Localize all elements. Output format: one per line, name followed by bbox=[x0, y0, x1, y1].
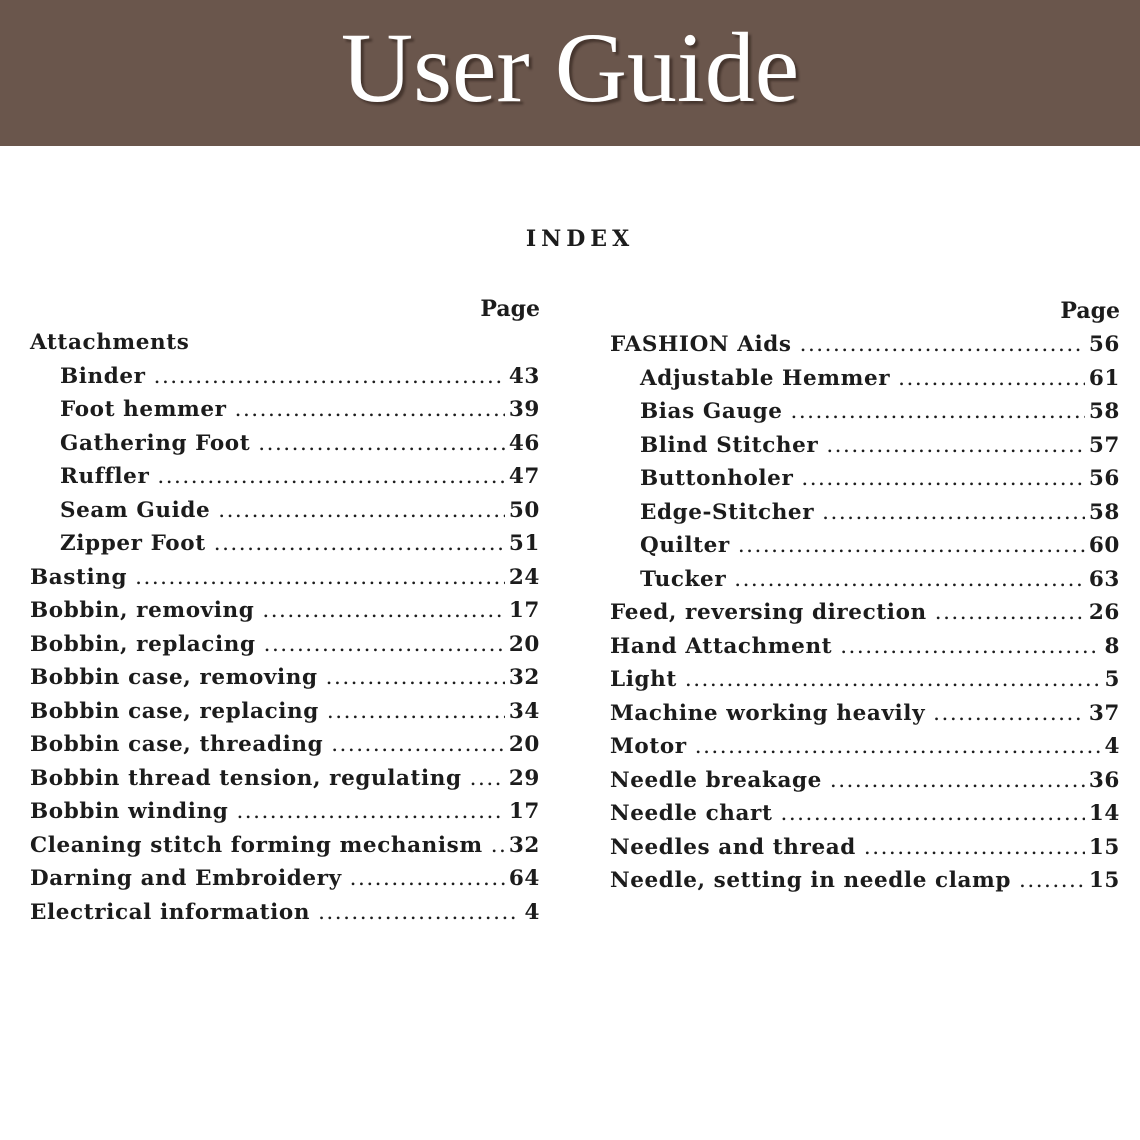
entry-label: Binder bbox=[60, 363, 146, 389]
entry-label: Tucker bbox=[640, 566, 727, 592]
index-entry bbox=[30, 661, 540, 695]
dot-leader bbox=[826, 429, 1085, 463]
entry-page-number: 64 bbox=[508, 866, 540, 891]
entry-page-number: 63 bbox=[1088, 566, 1120, 592]
dot-leader bbox=[264, 628, 505, 662]
index-entry bbox=[30, 427, 540, 461]
index-entry bbox=[610, 730, 1120, 764]
entry-page-number: 24 bbox=[508, 564, 540, 590]
entry-page-number: 43 bbox=[508, 363, 540, 389]
index-entry bbox=[30, 829, 540, 863]
dot-leader bbox=[327, 695, 505, 729]
index-entry bbox=[30, 762, 540, 796]
index-entry bbox=[30, 460, 540, 494]
entry-label: Bobbin case, threading bbox=[30, 732, 324, 757]
entry-page-number: 50 bbox=[508, 497, 540, 523]
dot-leader bbox=[791, 395, 1085, 429]
entry-page-number: 61 bbox=[1088, 365, 1120, 391]
dot-leader bbox=[350, 862, 505, 896]
dot-leader bbox=[491, 829, 505, 863]
page-column-header: Page bbox=[480, 296, 540, 322]
entry-label: Zipper Foot bbox=[60, 531, 206, 556]
entry-label: Attachments bbox=[30, 330, 190, 355]
entry-label: Feed, reversing direction bbox=[610, 600, 927, 625]
entry-label: Edge-Stitcher bbox=[640, 499, 815, 525]
dot-leader bbox=[262, 594, 505, 628]
entry-label: Needle breakage bbox=[610, 767, 822, 793]
index-entry bbox=[30, 326, 540, 360]
dot-leader bbox=[800, 328, 1085, 362]
index-entry bbox=[30, 862, 540, 896]
index-entry bbox=[30, 695, 540, 729]
index-entries-left bbox=[30, 326, 540, 929]
dot-leader bbox=[154, 360, 505, 394]
entry-page-number: 46 bbox=[508, 430, 540, 456]
entry-page-number: 37 bbox=[1088, 700, 1120, 726]
entry-page-number: 47 bbox=[508, 464, 540, 489]
entry-page-number: 58 bbox=[1088, 399, 1120, 424]
dot-leader bbox=[935, 596, 1085, 630]
page-column-header: Page bbox=[1060, 298, 1120, 324]
index-title: INDEX bbox=[525, 226, 635, 252]
entry-label: Blind Stitcher bbox=[640, 432, 819, 458]
dot-leader bbox=[135, 561, 505, 595]
dot-leader bbox=[864, 831, 1085, 865]
entry-label: Electrical information bbox=[30, 899, 311, 925]
index-entry bbox=[610, 395, 1120, 429]
dot-leader bbox=[695, 730, 1101, 764]
entry-page-number: 57 bbox=[1088, 432, 1120, 458]
entry-label: Darning and Embroidery bbox=[30, 866, 342, 891]
index-entry bbox=[30, 795, 540, 829]
entry-label: Foot hemmer bbox=[60, 397, 227, 422]
entry-label: Bias Gauge bbox=[640, 399, 783, 424]
dot-leader bbox=[258, 427, 505, 461]
entry-page-number: 36 bbox=[1088, 767, 1120, 793]
dot-leader bbox=[840, 630, 1100, 664]
dot-leader bbox=[470, 762, 505, 796]
entry-page-number: 17 bbox=[508, 598, 540, 623]
entry-label: Bobbin winding bbox=[30, 799, 229, 824]
dot-leader bbox=[685, 663, 1101, 697]
dot-leader bbox=[933, 697, 1085, 731]
entry-label: Bobbin case, replacing bbox=[30, 698, 319, 724]
entry-page-number: 26 bbox=[1088, 600, 1120, 625]
entry-page-number: 20 bbox=[508, 631, 540, 657]
index-column-left bbox=[30, 294, 540, 929]
entry-page-number: 32 bbox=[508, 665, 540, 690]
index-entry bbox=[30, 393, 540, 427]
entry-label: Ruffler bbox=[60, 464, 150, 489]
dot-leader bbox=[1019, 864, 1085, 898]
dot-leader bbox=[318, 896, 520, 930]
index-entry bbox=[30, 896, 540, 930]
index-entry bbox=[610, 462, 1120, 496]
index-entry bbox=[30, 527, 540, 561]
dot-leader bbox=[781, 797, 1085, 831]
dot-leader bbox=[734, 563, 1085, 597]
dot-leader bbox=[830, 764, 1085, 798]
index-entry bbox=[610, 429, 1120, 463]
entry-label: Buttonholer bbox=[640, 466, 794, 491]
entry-label: Gathering Foot bbox=[60, 430, 251, 456]
entry-label: Motor bbox=[610, 734, 687, 759]
entry-page-number: 17 bbox=[508, 799, 540, 824]
index-entry bbox=[610, 529, 1120, 563]
dot-leader bbox=[235, 393, 505, 427]
index-entries-right bbox=[610, 328, 1120, 898]
entry-label: FASHION Aids bbox=[610, 332, 792, 357]
entry-label: Seam Guide bbox=[60, 497, 211, 523]
dot-leader bbox=[326, 661, 505, 695]
entry-page-number: 56 bbox=[1088, 332, 1120, 357]
index-entry bbox=[30, 594, 540, 628]
entry-page-number: 39 bbox=[508, 397, 540, 422]
entry-page-number: 15 bbox=[1088, 834, 1120, 860]
entry-page-number: 8 bbox=[1104, 633, 1120, 659]
entry-page-number: 32 bbox=[508, 832, 540, 858]
banner-title: User Guide bbox=[340, 12, 800, 123]
entry-page-number: 34 bbox=[508, 698, 540, 724]
index-entry bbox=[610, 797, 1120, 831]
dot-leader bbox=[331, 728, 505, 762]
index-entry bbox=[30, 561, 540, 595]
index-entry bbox=[610, 630, 1120, 664]
dot-leader bbox=[898, 362, 1085, 396]
entry-page-number: 15 bbox=[1088, 868, 1120, 893]
entry-page-number: 58 bbox=[1088, 499, 1120, 525]
index-entry bbox=[30, 728, 540, 762]
entry-page-number: 51 bbox=[508, 531, 540, 556]
banner bbox=[0, 0, 1140, 146]
index-entry bbox=[610, 328, 1120, 362]
dot-leader bbox=[801, 462, 1084, 496]
index-entry bbox=[30, 360, 540, 394]
entry-label: Bobbin case, removing bbox=[30, 665, 318, 690]
entry-label: Hand Attachment bbox=[610, 633, 833, 659]
dot-leader bbox=[214, 527, 505, 561]
index-column-right bbox=[610, 296, 1120, 898]
entry-label: Bobbin, removing bbox=[30, 598, 255, 623]
index-entry bbox=[610, 596, 1120, 630]
entry-label: Cleaning stitch forming mechanism bbox=[30, 832, 483, 858]
dot-leader bbox=[236, 795, 504, 829]
dot-leader bbox=[157, 460, 505, 494]
index-entry bbox=[30, 628, 540, 662]
index-entry bbox=[610, 864, 1120, 898]
entry-page-number: 14 bbox=[1088, 801, 1120, 826]
dot-leader bbox=[822, 496, 1085, 530]
entry-page-number: 4 bbox=[524, 899, 540, 925]
entry-label: Bobbin, replacing bbox=[30, 631, 256, 657]
entry-label: Needles and thread bbox=[610, 834, 856, 860]
index-entry bbox=[610, 697, 1120, 731]
entry-label: Light bbox=[610, 667, 677, 692]
entry-label: Quilter bbox=[640, 533, 730, 558]
entry-page-number: 60 bbox=[1088, 533, 1120, 558]
index-entry bbox=[610, 563, 1120, 597]
index-entry bbox=[30, 494, 540, 528]
index-entry bbox=[610, 496, 1120, 530]
entry-label: Needle chart bbox=[610, 801, 773, 826]
entry-label: Needle, setting in needle clamp bbox=[610, 868, 1012, 893]
entry-label: Basting bbox=[30, 564, 128, 590]
index-entry bbox=[610, 362, 1120, 396]
index-entry bbox=[610, 831, 1120, 865]
entry-page-number: 29 bbox=[508, 765, 540, 791]
entry-label: Bobbin thread tension, regulating bbox=[30, 765, 462, 791]
entry-page-number: 56 bbox=[1088, 466, 1120, 491]
index-entry bbox=[610, 663, 1120, 697]
entry-label: Machine working heavily bbox=[610, 700, 926, 726]
dot-leader bbox=[738, 529, 1085, 563]
index-entry bbox=[610, 764, 1120, 798]
dot-leader bbox=[218, 494, 505, 528]
entry-label: Adjustable Hemmer bbox=[640, 365, 891, 391]
entry-page-number: 5 bbox=[1104, 667, 1120, 692]
entry-page-number: 20 bbox=[508, 732, 540, 757]
entry-page-number: 4 bbox=[1104, 734, 1120, 759]
